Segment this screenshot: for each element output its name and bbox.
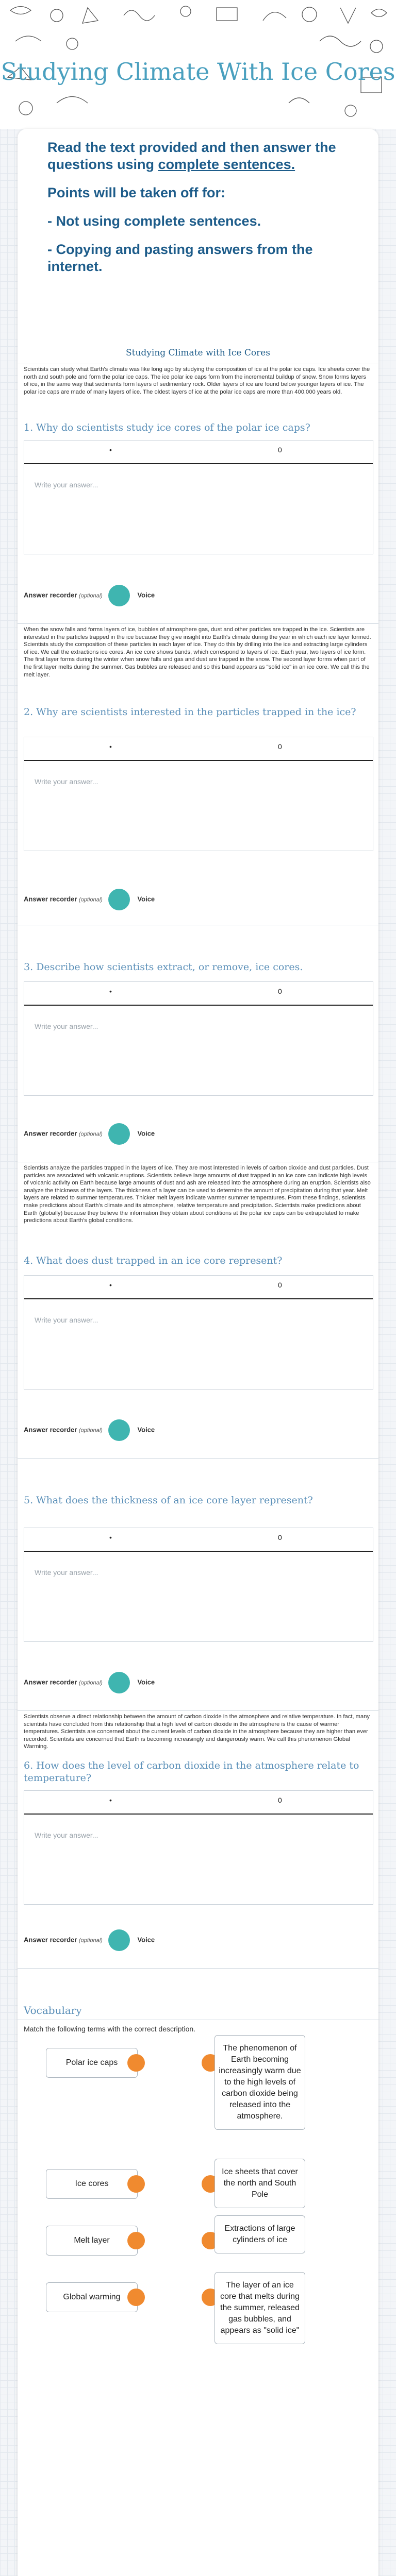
definition-card[interactable]: Extractions of large cylinders of ice [214, 2215, 305, 2253]
numbered-list-button[interactable]: 0 [278, 987, 282, 995]
reading-paragraph-4: Scientists observe a direct relationship between the amount of carbon dioxide in the atmosphere and relative temperature. In fact, many scientists have concluded from this relationship that a high level of carbon dioxide in the atmosphere is the cause of warmer temperatures. Scientists are concerned about the current levels of carbon dioxide in the atmosphere because they are higher than ever recorded. Scientists are concerned that Earth is becoming increasingly and dangerously warm. We call this phenomenon Global Warming. [24, 1714, 370, 1750]
answer-editor-2[interactable] [24, 737, 373, 851]
answer-editor-3[interactable] [24, 981, 373, 1096]
microphone-button[interactable] [108, 1419, 130, 1441]
bullet-list-button[interactable]: • [109, 1281, 112, 1289]
bullet-list-button[interactable]: • [109, 1796, 112, 1804]
answer-recorder-6: Answer recorder (optional) Voice [24, 1929, 155, 1951]
worksheet-card [18, 129, 378, 2576]
question-4-title: 4. What does dust trapped in an ice core represent? [24, 1255, 283, 1266]
answer-recorder-5: Answer recorder (optional) Voice [24, 1672, 155, 1693]
matching-instruction: Match the following terms with the correct description. [24, 2025, 196, 2033]
term-ice-cores[interactable]: Ice cores [46, 2169, 138, 2199]
question-3-title: 3. Describe how scientists extract, or remove, ice cores. [24, 961, 303, 973]
answer-recorder-3: Answer recorder (optional) Voice [24, 1123, 155, 1145]
answer-recorder-1: Answer recorder (optional) Voice [24, 585, 155, 606]
microphone-button[interactable] [108, 1672, 130, 1693]
header-banner [0, 0, 396, 129]
divider [18, 1458, 378, 1459]
instructions-line-2: Points will be taken off for: [47, 185, 226, 200]
term-connector-dot[interactable] [127, 2175, 145, 2193]
term-global-warming[interactable]: Global warming [46, 2282, 138, 2312]
term-melt-layer[interactable]: Melt layer [46, 2226, 138, 2256]
divider [18, 623, 378, 624]
definition-card[interactable]: The layer of an ice core that melts during the summer, released gas bubbles, and appears as "solid ice" [214, 2272, 305, 2344]
reading-paragraph-1: Scientists can study what Earth's climate was like long ago by studying the composition of ice at the polar ice caps. Ice sheets cover the north and south pole and form the polar ice caps. The ice polar ice caps form from the incremental buildup of snow. Snow forms layers of ice, in the same way that sediments form layers of sedimentary rock. Older layers of ice are found below younger layers of ice. The polar ice caps are made of many layers of ice. The oldest layers of ice at the polar ice caps are more than 400,000 years old. [24, 366, 370, 395]
question-2-title: 2. Why are scientists interested in the particles trapped in the ice? [24, 706, 356, 718]
editor-toolbar [24, 737, 373, 761]
question-1-title: 1. Why do scientists study ice cores of the polar ice caps? [24, 422, 310, 433]
editor-toolbar [24, 440, 373, 464]
answer-editor-6[interactable] [24, 1790, 373, 1905]
microphone-button[interactable] [108, 1929, 130, 1951]
term-connector-dot[interactable] [127, 2232, 145, 2249]
section-title: Studying Climate with Ice Cores [125, 348, 271, 358]
term-polar-ice-caps[interactable]: Polar ice caps [46, 2048, 138, 2078]
reading-paragraph-2: When the snow falls and forms layers of ice, bubbles of atmosphere gas, dust and other particles are trapped in the ice. Scientists are interested in the particles trapped in the ice because they give insight into Earth's climate during the year in which each ice layer formed. Scientists study the composition of these particles in each layer of ice. They do this by drilling into the ice and extracting large cylinders of ice. We call the extractions ice cores. An ice core shows bands, which correspond to layers of ice. Each year, two layers of ice form. The first layer forms during the winter when snow falls and gas and dust are trapped in the snow. The second layer forms when part of the first layer melts during the summer. Gas bubbles are released and so this band appears as "solid ice" in an ice core. We call this the melt layer. [24, 626, 371, 678]
answer-input[interactable]: Write your answer... [35, 777, 98, 786]
editor-toolbar [24, 1276, 373, 1299]
question-6-title: 6. How does the level of carbon dioxide in the atmosphere relate to temperature? [24, 1760, 359, 1784]
numbered-list-button[interactable]: 0 [278, 446, 282, 454]
vocabulary-title: Vocabulary [24, 2004, 82, 2016]
bullet-list-button[interactable]: • [109, 446, 112, 454]
divider [18, 1968, 378, 1969]
bullet-list-button[interactable]: • [109, 742, 112, 751]
term-connector-dot[interactable] [127, 2289, 145, 2306]
numbered-list-button[interactable]: 0 [278, 1533, 282, 1541]
answer-recorder-4: Answer recorder (optional) Voice [24, 1419, 155, 1441]
definition-card[interactable]: Ice sheets that cover the north and South Pole [214, 2159, 305, 2208]
definition-card[interactable]: The phenomenon of Earth becoming increasingly warm due to the high levels of carbon dioxide being released into the atmosphere. [214, 2035, 305, 2130]
answer-editor-4[interactable] [24, 1275, 373, 1389]
page-title: Studying Climate With Ice Cores [1, 58, 395, 86]
numbered-list-button[interactable]: 0 [278, 1796, 282, 1804]
question-5-title: 5. What does the thickness of an ice core layer represent? [24, 1495, 313, 1506]
term-connector-dot[interactable] [127, 2054, 145, 2072]
numbered-list-button[interactable]: 0 [278, 1281, 282, 1289]
numbered-list-button[interactable]: 0 [278, 742, 282, 751]
bullet-list-button[interactable]: • [109, 1533, 112, 1541]
answer-input[interactable]: Write your answer... [35, 1316, 98, 1324]
reading-paragraph-3: Scientists analyze the particles trapped in the layers of ice. They are most interested in levels of carbon dioxide and dust particles. Dust particles are associated with volcanic eruptions. Scientists believe large amounts of dust trapped in an ice core can indicate high levels of volcanic activity on Earth because large amounts of dust and ash are released into the atmosphere during an eruption. Scientists also analyze the thickness of the layers. The thickness of a layer can be used to determine the amount of precipitation during that year. Melt layers are related to summer temperatures. Thicker melt layers indicate warmer summer temperatures. From these findings, scientists make predictions about Earth's climate and its atmosphere, relative temperature and precipitation. Scientists make predictions about Earth (globally) because they believe the information they obtain about conditions at the polar ice caps can be extrapolated to make predictions about Earth's global conditions. [24, 1165, 371, 1224]
instructions-block [47, 139, 357, 286]
instructions-line-1: Read the text provided and then answer the questions using complete sentences. [47, 140, 336, 172]
editor-toolbar [24, 982, 373, 1006]
answer-input[interactable]: Write your answer... [35, 481, 98, 489]
answer-editor-5[interactable] [24, 1528, 373, 1642]
microphone-button[interactable] [108, 1123, 130, 1145]
answer-input[interactable]: Write your answer... [35, 1831, 98, 1839]
microphone-button[interactable] [108, 585, 130, 606]
bullet-list-button[interactable]: • [109, 987, 112, 995]
editor-toolbar [24, 1528, 373, 1552]
microphone-button[interactable] [108, 889, 130, 910]
editor-toolbar [24, 1791, 373, 1815]
complete-sentences-link[interactable]: complete sentences. [158, 157, 295, 172]
instructions-line-3: - Not using complete sentences. [47, 213, 261, 229]
divider [18, 1710, 378, 1711]
answer-editor-1[interactable] [24, 440, 373, 554]
answer-input[interactable]: Write your answer... [35, 1568, 98, 1577]
answer-input[interactable]: Write your answer... [35, 1022, 98, 1030]
answer-recorder-2: Answer recorder (optional) Voice [24, 889, 155, 910]
instructions-line-4: - Copying and pasting answers from the internet. [47, 242, 313, 274]
